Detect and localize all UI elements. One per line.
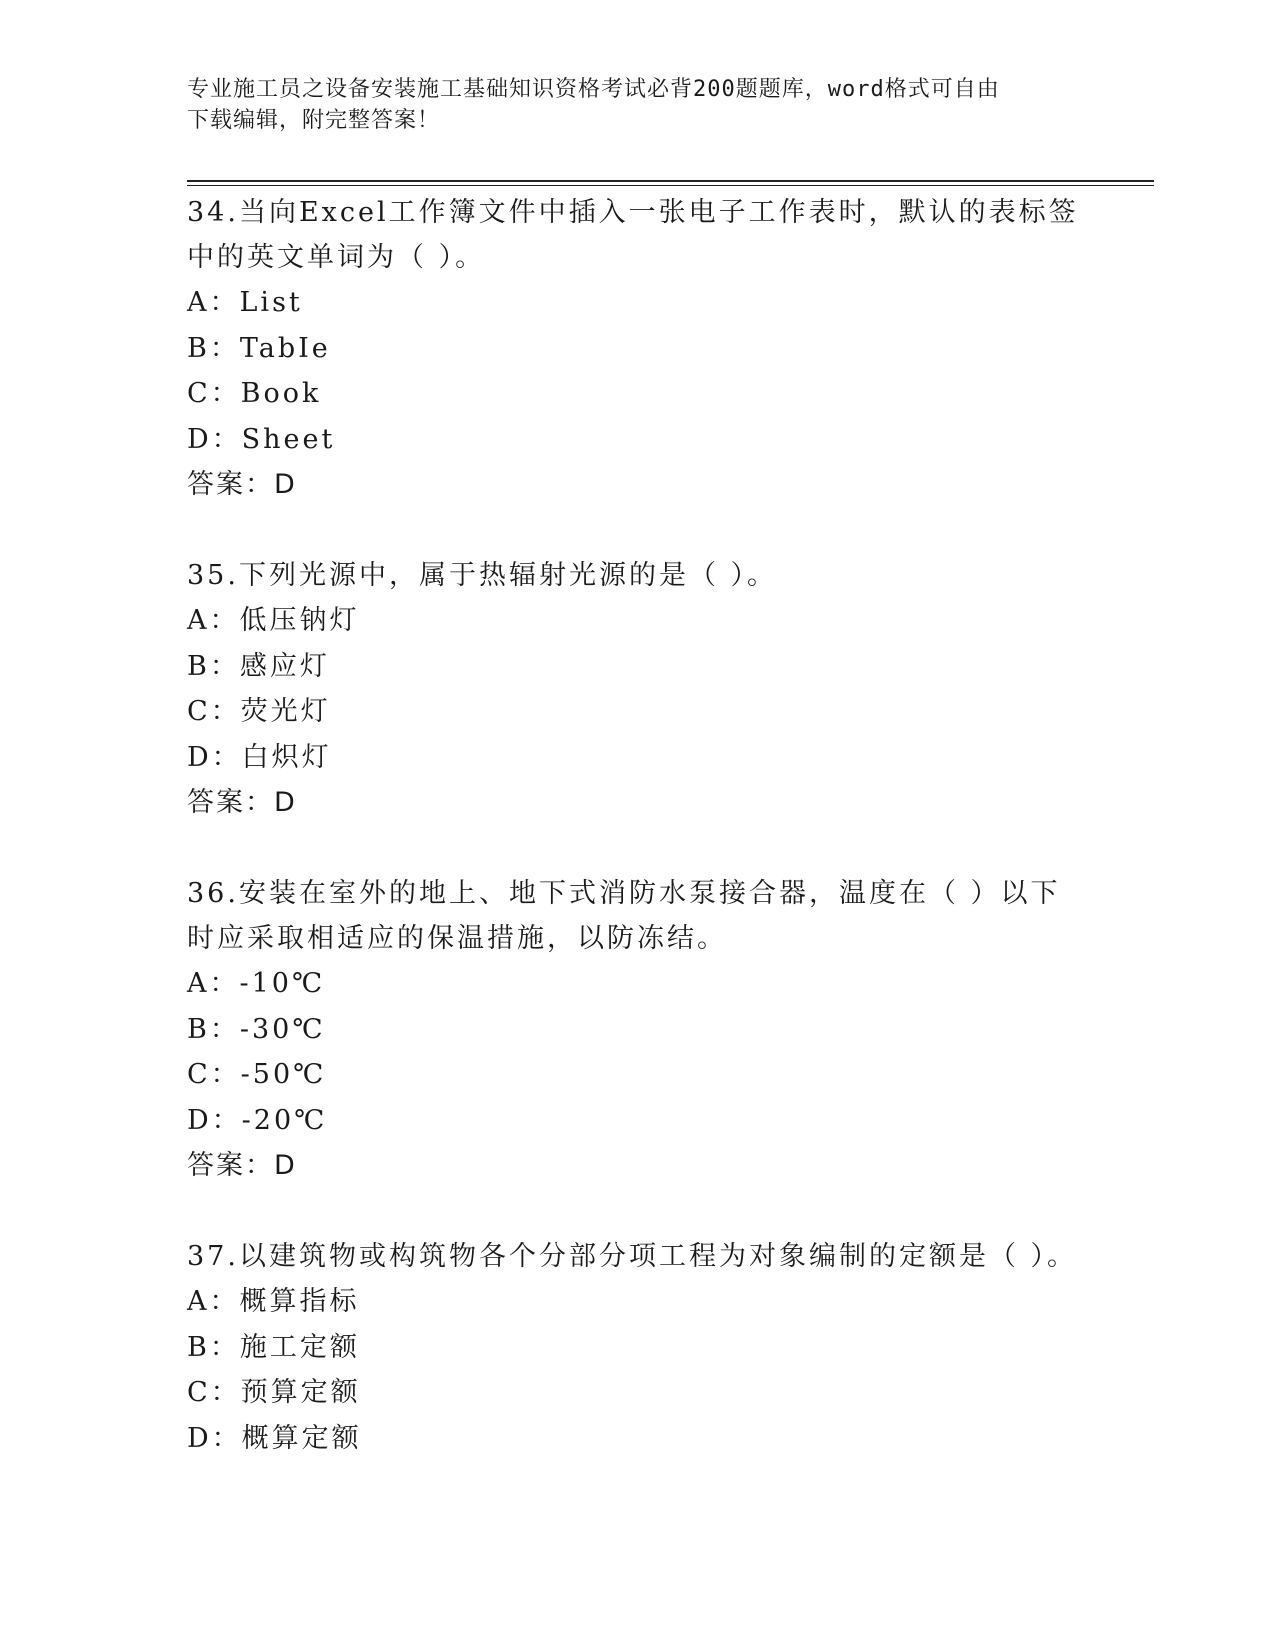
answer-line: 答案：D (187, 787, 297, 818)
option-c: C：-50℃ (187, 1059, 327, 1090)
question-36 (187, 871, 1087, 1188)
option-d: D：概算定额 (187, 1422, 362, 1454)
option-b: B：-30℃ (187, 1013, 326, 1045)
answer-line: 答案：D (187, 1150, 297, 1181)
option-c: C：预算定额 (187, 1377, 361, 1408)
option-b: B：TabIe (187, 332, 331, 364)
option-c: C：Book (187, 378, 322, 409)
option-a: A：-10℃ (187, 968, 326, 999)
option-b: B：感应灯 (187, 650, 330, 682)
option-a: A：List (187, 287, 303, 318)
question-37 (187, 1234, 1087, 1461)
question-stem: 35.下列光源中，属于热辐射光源的是（ ）。 (187, 560, 778, 591)
header-line-1: 专业施工员之设备安装施工基础知识资格考试必背200题题库，word格式可自由 (187, 77, 1000, 102)
question-34 (187, 190, 1087, 507)
option-d: D：Sheet (187, 423, 336, 455)
option-b: B：施工定额 (187, 1331, 360, 1363)
option-a: A：低压钠灯 (187, 605, 360, 636)
question-stem: 37.以建筑物或构筑物各个分部分项工程为对象编制的定额是（ ）。 (187, 1241, 1078, 1272)
option-c: C：荧光灯 (187, 696, 331, 727)
question-stem: 34.当向Excel工作簿文件中插入一张电子工作表时，默认的表标签中的英文单词为（ ）。 (187, 197, 1079, 273)
option-d: D：白炽灯 (187, 741, 332, 773)
header-divider-thin (187, 185, 1154, 186)
document-header (187, 74, 1067, 136)
question-list (187, 190, 1087, 1507)
question-stem: 36.安装在室外的地上、地下式消防水泵接合器，温度在（ ）以下时应采取相适应的保温措施，以防冻结。 (187, 878, 1061, 954)
header-line-2: 下载编辑，附完整答案！ (187, 108, 441, 133)
answer-line: 答案：D (187, 469, 297, 500)
header-divider-thick (187, 180, 1154, 182)
option-a: A：概算指标 (187, 1286, 360, 1317)
option-d: D：-20℃ (187, 1104, 328, 1136)
question-35 (187, 553, 1087, 825)
